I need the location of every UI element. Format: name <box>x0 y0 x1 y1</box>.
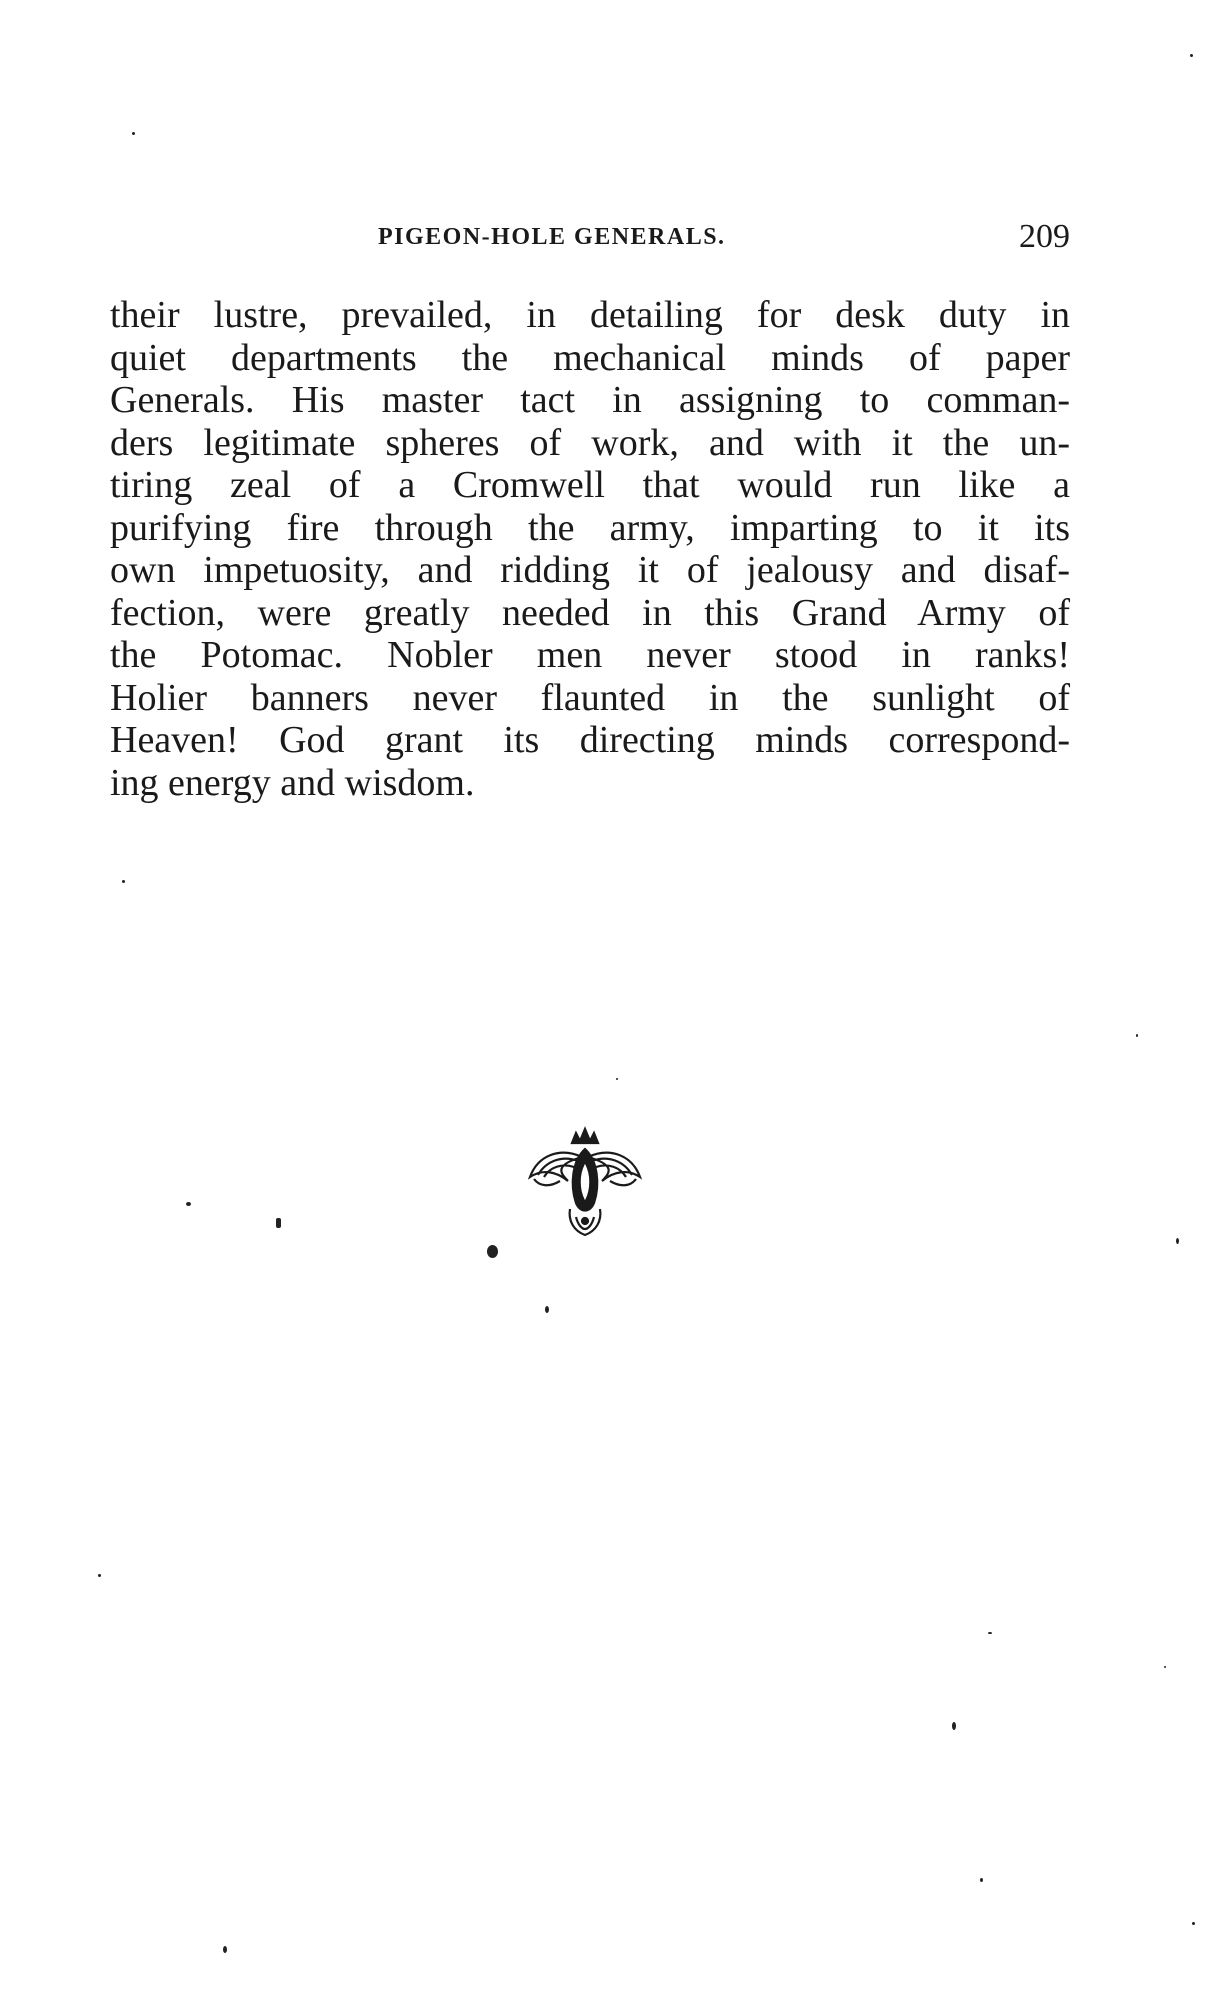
body-paragraph <box>110 294 1070 804</box>
text-line: their lustre, prevailed, in detailing for desk duty in <box>110 294 1070 336</box>
text-line: own impetuosity, and ridding it of jealousy and disaf- <box>110 549 1070 591</box>
print-speck <box>616 1078 618 1080</box>
print-speck <box>223 1946 227 1953</box>
text-line: quiet departments the mechanical minds of paper <box>110 336 1070 379</box>
print-speck <box>980 1878 983 1882</box>
print-speck <box>988 1632 992 1634</box>
text-line: tiring zeal of a Cromwell that would run like a <box>110 464 1070 506</box>
print-speck <box>545 1306 549 1313</box>
text-line: fection, were greatly needed in this Grand Army of <box>110 591 1070 634</box>
print-speck <box>1190 54 1193 57</box>
print-speck <box>1176 1238 1179 1244</box>
text-line: Heaven! God grant its directing minds correspond- <box>110 719 1070 761</box>
print-speck <box>276 1218 281 1228</box>
text-line: ders legitimate spheres of work, and with it the un- <box>110 421 1070 464</box>
text-line: purifying fire through the army, imparting to it its <box>110 506 1070 549</box>
running-title: PIGEON-HOLE GENERALS. <box>378 224 726 250</box>
print-speck <box>952 1722 956 1730</box>
text-line: Holier banners never flaunted in the sunlight of <box>110 676 1070 719</box>
print-speck <box>122 880 125 883</box>
text-line: Generals. His master tact in assigning to comman- <box>110 379 1070 421</box>
print-speck <box>487 1245 498 1258</box>
page-number: 209 <box>1019 218 1070 255</box>
text-line: the Potomac. Nobler men never stood in ranks! <box>110 634 1070 676</box>
print-speck <box>98 1574 101 1577</box>
print-speck <box>132 132 135 135</box>
running-head <box>110 218 1070 258</box>
print-speck <box>1164 1666 1166 1668</box>
print-speck <box>186 1202 191 1206</box>
print-speck <box>1192 1922 1195 1925</box>
floral-tailpiece-ornament-icon <box>520 1125 650 1255</box>
text-line: ing energy and wisdom. <box>110 761 475 804</box>
print-speck <box>1136 1034 1138 1037</box>
